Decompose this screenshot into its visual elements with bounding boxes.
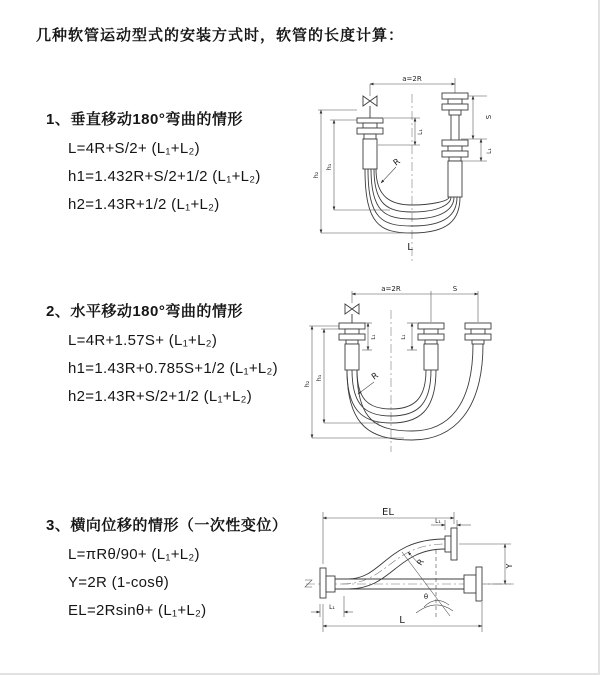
d3-top-flange bbox=[451, 528, 457, 560]
section-2-formula-h1: h1=1.43R+0.785S+1/2 (L₁+L₂) bbox=[68, 360, 278, 377]
d2-l1-dimensions bbox=[362, 323, 417, 350]
diagram-vertical-movement bbox=[310, 70, 594, 268]
d1-label-l: L bbox=[407, 242, 413, 253]
d2-hose-curves bbox=[347, 344, 483, 440]
d2-top-dimension bbox=[352, 285, 478, 322]
d2-riser-3 bbox=[465, 323, 491, 344]
d3-centerline bbox=[305, 580, 514, 587]
d3-l-dimension bbox=[323, 602, 482, 632]
d2-valve-icon bbox=[345, 304, 359, 323]
d3-curved-hose bbox=[342, 528, 457, 589]
d3-left-flange bbox=[320, 568, 335, 598]
d3-el-dimension bbox=[323, 507, 454, 564]
d2-label-s: S bbox=[452, 285, 458, 293]
section-1-formula-h1: h1=1.432R+S/2+1/2 (L₁+L₂) bbox=[68, 168, 261, 185]
d3-label-l: L bbox=[399, 615, 405, 626]
diagram-horizontal-movement bbox=[304, 282, 594, 464]
section-1-heading: 1、垂直移动180°弯曲的情形 bbox=[46, 111, 243, 128]
d1-right-braid bbox=[448, 161, 462, 197]
section-1-formula-h2: h2=1.43R+1/2 (L₁+L₂) bbox=[68, 196, 220, 213]
d2-label-h2: h₂ bbox=[303, 380, 311, 388]
d1-left-braid bbox=[363, 139, 377, 169]
section-3-formula-L: L=πRθ/90+ (L₁+L₂) bbox=[68, 546, 200, 563]
d1-label-s: S bbox=[485, 114, 493, 120]
section-2-formula-L: L=4R+1.57S+ (L₁+L₂) bbox=[68, 332, 218, 349]
d2-braid-1 bbox=[345, 344, 359, 370]
d3-label-l1-left: L₁ bbox=[329, 604, 335, 611]
d2-radius-callout bbox=[358, 371, 381, 394]
d1-label-h1: h₁ bbox=[325, 163, 333, 171]
d2-riser-1 bbox=[339, 323, 365, 370]
d1-label-a2r: a=2R bbox=[402, 75, 422, 83]
section-2-heading: 2、水平移动180°弯曲的情形 bbox=[46, 303, 243, 320]
d3-label-r: R bbox=[415, 557, 426, 568]
d1-label-h2: h₂ bbox=[312, 171, 320, 179]
d3-label-el: EL bbox=[382, 507, 394, 518]
d3-centerline-break-mark bbox=[305, 580, 312, 587]
section-3-heading: 3、横向位移的情形（一次性变位） bbox=[46, 517, 288, 534]
d2-label-l1-b: L₁ bbox=[401, 334, 407, 340]
d3-right-flange bbox=[476, 567, 482, 601]
section-3 bbox=[46, 514, 287, 619]
d1-label-l1-right: L₁ bbox=[486, 148, 493, 154]
d1-hose-curves bbox=[365, 169, 460, 233]
d1-label-r: R bbox=[391, 156, 403, 169]
d2-label-r: R bbox=[369, 370, 381, 383]
d1-right-riser bbox=[442, 93, 468, 197]
d1-label-l1-center: L₁ bbox=[417, 129, 424, 135]
section-2-formula-h2: h2=1.43R+S/2+1/2 (L₁+L₂) bbox=[68, 388, 253, 405]
d1-radius-callout bbox=[381, 157, 403, 183]
d2-braid-2 bbox=[424, 344, 438, 370]
page-title: 几种软管运动型式的安装方式时，软管的长度计算： bbox=[36, 27, 405, 44]
d3-label-theta: θ bbox=[423, 593, 429, 601]
d2-riser-2 bbox=[418, 323, 444, 370]
d1-valve-icon bbox=[363, 96, 377, 118]
d2-label-h1: h₁ bbox=[315, 374, 323, 382]
section-1-formula-L: L=4R+S/2+ (L₁+L₂) bbox=[68, 140, 200, 157]
section-2 bbox=[46, 300, 278, 405]
d3-label-y: Y bbox=[505, 563, 514, 569]
d3-angle-construction bbox=[402, 550, 453, 620]
section-3-formula-Y: Y=2R (1-cosθ) bbox=[68, 574, 170, 591]
diagram-lateral-displacement bbox=[298, 504, 598, 646]
section-1 bbox=[46, 108, 261, 213]
d3-label-l1-top: L₁ bbox=[435, 518, 441, 525]
d1-l1-center-dimension bbox=[378, 118, 424, 145]
d1-left-riser bbox=[357, 118, 383, 169]
d2-label-l1-a: L₁ bbox=[371, 334, 377, 340]
d2-label-a2r: a=2R bbox=[381, 285, 401, 293]
d3-l1-left-dimension bbox=[311, 596, 353, 617]
section-3-formula-EL: EL=2Rsinθ+ (L₁+L₂) bbox=[68, 602, 207, 619]
